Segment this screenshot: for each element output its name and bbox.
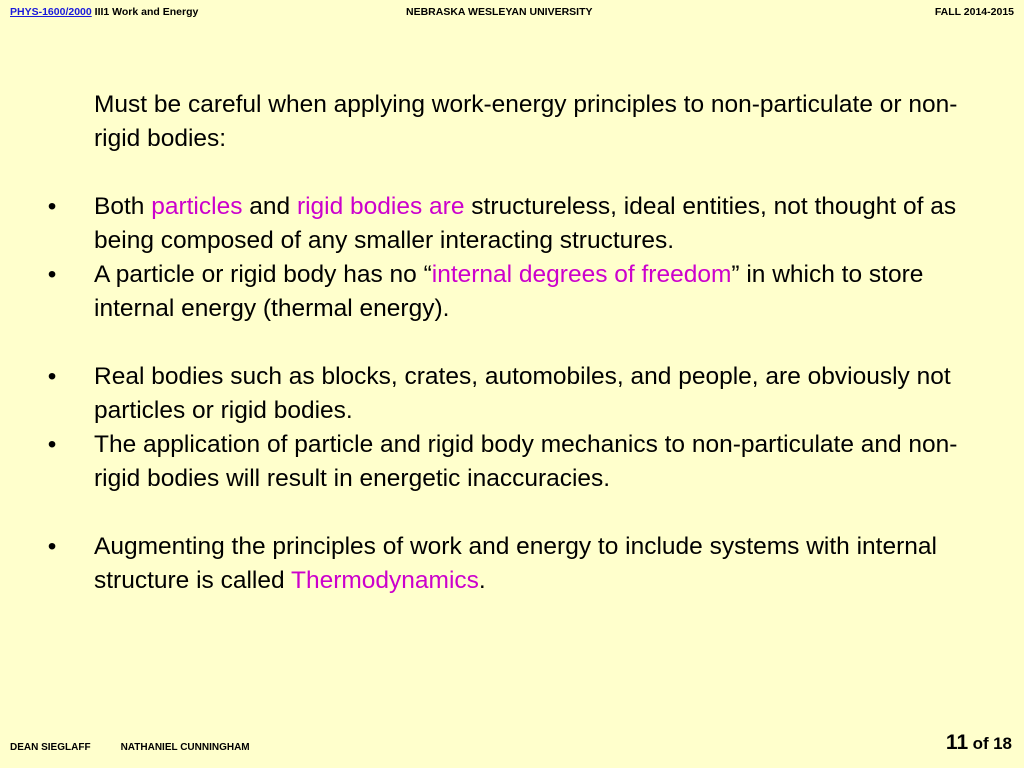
bullet-icon: • bbox=[47, 431, 57, 458]
spacer bbox=[94, 496, 984, 530]
page-number bbox=[946, 731, 1012, 755]
intro-text: Must be careful when applying work-energy principles to non-particulate or non-rigid bodies: bbox=[94, 91, 958, 152]
university-name: NEBRASKA WESLEYAN UNIVERSITY bbox=[406, 6, 593, 18]
bullet-icon: • bbox=[47, 363, 57, 390]
highlight-rigid-bodies: rigid bodies are bbox=[296, 193, 465, 220]
header-left bbox=[10, 6, 198, 18]
spacer bbox=[94, 156, 984, 190]
bullet-item-thermodynamics bbox=[47, 530, 984, 598]
bullet-item-inaccuracies bbox=[47, 428, 984, 496]
bullet-text: ” in which to store internal energy (thermal energy). bbox=[94, 261, 924, 322]
author-name: NATHANIEL CUNNINGHAM bbox=[120, 742, 250, 753]
bullet-text: . bbox=[478, 567, 486, 594]
highlight-particles: particles bbox=[151, 193, 243, 220]
bullet-text: Real bodies such as blocks, crates, automobiles, and people, are obviously not particles or rigid bodies. bbox=[94, 363, 951, 424]
bullet-text: The application of particle and rigid body mechanics to non-particulate and non-rigid bodies will result in energetic inaccuracies. bbox=[94, 431, 958, 492]
bullet-text: structureless, ideal entities, not thought of as being composed of any smaller interacting structures. bbox=[94, 193, 957, 254]
slide-header bbox=[10, 6, 1014, 22]
bullet-item-real-bodies bbox=[47, 360, 984, 428]
slide-footer-authors bbox=[10, 742, 250, 753]
highlight-thermodynamics: Thermodynamics bbox=[291, 567, 479, 594]
bullet-text: A particle or rigid body has no “ bbox=[94, 261, 432, 288]
bullet-text: and bbox=[242, 193, 297, 220]
bullet-item-particles bbox=[47, 190, 984, 258]
bullet-item-degrees-of-freedom bbox=[47, 258, 984, 326]
spacer bbox=[94, 326, 984, 360]
page-current: 11 bbox=[945, 731, 969, 754]
page-of-label: of bbox=[972, 734, 989, 753]
unit-title: III1 Work and Energy bbox=[94, 6, 199, 18]
highlight-degrees-of-freedom: internal degrees of freedom bbox=[431, 261, 732, 288]
slide-body bbox=[47, 88, 984, 598]
bullet-text: Both bbox=[94, 193, 152, 220]
bullet-icon: • bbox=[47, 533, 57, 560]
course-code-link[interactable]: PHYS-1600/2000 bbox=[10, 6, 92, 18]
author-name: DEAN SIEGLAFF bbox=[10, 742, 91, 753]
bullet-text: Augmenting the principles of work and energy to include systems with internal structure is called bbox=[94, 533, 937, 594]
term-label: FALL 2014-2015 bbox=[934, 6, 1014, 18]
bullet-icon: • bbox=[47, 193, 57, 220]
page-total: 18 bbox=[993, 734, 1012, 753]
bullet-icon: • bbox=[47, 261, 57, 288]
